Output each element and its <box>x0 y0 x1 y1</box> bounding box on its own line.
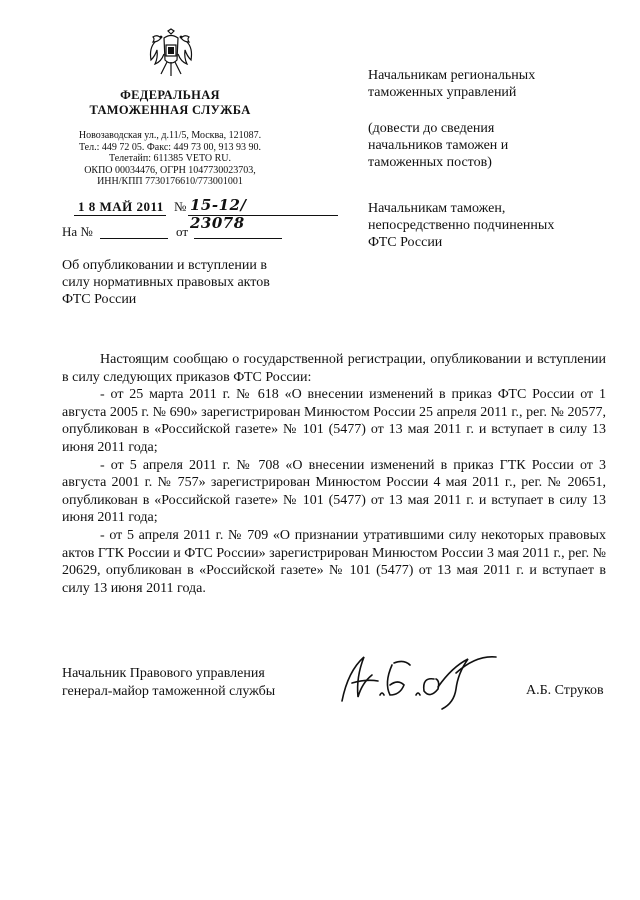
addressee-line: начальников таможен и <box>368 138 509 153</box>
organization-contacts <box>60 130 280 188</box>
reference-number-blank <box>100 238 168 239</box>
letter-body <box>62 351 606 597</box>
subject-line: Об опубликовании и вступлении в <box>62 258 267 273</box>
order-item: - от 5 апреля 2011 г. № 709 «О признании утратившими силу некоторых правовых актов ГТК России и ФТС России» зарегистрирован Минюстом России 3 мая 2011 г., рег. № 20629, опубликован в «Российской газете» № 101 (5477) от 13 мая 2011 г. и вступает в силу 13 июня 2011 года. <box>62 527 606 596</box>
registration-number: 15-12/ 23078 <box>190 196 247 232</box>
subject-line: ФТС России <box>62 292 137 308</box>
org-name-line: ФЕДЕРАЛЬНАЯ <box>120 88 220 102</box>
addressee-line: таможенных постов) <box>368 155 492 170</box>
letter-subject <box>62 257 302 309</box>
body-intro: Настоящим сообщаю о государственной регистрации, опубликовании и вступлении в силу следующих приказов ФТС России: <box>62 352 606 385</box>
addressee-block <box>368 67 618 101</box>
org-name-line: ТАМОЖЕННАЯ СЛУЖБА <box>89 103 251 117</box>
addressee-line: непосредственно подчиненных <box>368 218 555 233</box>
signatory-name: А.Б. Струков <box>526 683 604 698</box>
position-line: генерал-майор таможенной службы <box>62 683 276 699</box>
signatory-position <box>62 665 275 700</box>
reference-date-label: от <box>176 224 189 239</box>
addressee-line: Начальникам региональных <box>368 68 536 83</box>
order-item: - от 25 марта 2011 г. № 618 «О внесении изменений в приказ ФТС России от 1 августа 2005 г. № 690» зарегистрирован Минюстом России 25 апреля 2011 г., рег. № 20577, опубликован в «Российской газете» № 101 (5477) от 13 мая 2011 г. и вступает в силу 13 июня 2011 года; <box>62 387 606 455</box>
phone-line: Тел.: 449 72 05. Факс: 449 73 00, 913 93 90. <box>78 141 262 153</box>
coat-of-arms-icon <box>147 28 195 82</box>
position-line: Начальник Правового управления <box>62 666 265 681</box>
inn-line: ИНН/КПП 7730176610/773001001 <box>97 176 243 188</box>
number-label: № <box>174 199 187 214</box>
number-underline <box>188 215 338 216</box>
organization-name <box>60 88 280 118</box>
address-line: Новозаводская ул., д.11/5, Москва, 121087. <box>78 130 262 141</box>
date-underline <box>74 215 166 216</box>
addressee-line: (довести до сведения <box>368 121 495 136</box>
okpo-line: ОКПО 00034476, ОГРН 1047730023703, <box>84 164 256 176</box>
addressee-line: Начальникам таможен, <box>368 201 506 216</box>
addressee-block <box>368 200 618 251</box>
registration-date: 1 8 МАЙ 2011 <box>78 199 164 214</box>
reference-number-label: На № <box>62 224 93 239</box>
reference-row <box>62 224 302 242</box>
handwritten-signature <box>330 643 510 713</box>
teletype-line: Телетайп: 611385 VETO RU. <box>108 153 231 165</box>
addressee-note <box>368 120 618 171</box>
addressee-line: таможенных управлений <box>368 85 517 100</box>
order-item: - от 5 апреля 2011 г. № 708 «О внесении изменений в приказ ГТК России от 3 августа 2001 г. № 757» зарегистрирован Минюстом России 4 мая 2011 г., рег. № 20651, опубликован в «Российской газете» № 101 (5477) от 13 мая 2011 г. и вступает в силу 13 июня 2011 года; <box>62 457 606 526</box>
reference-date-blank <box>194 238 282 239</box>
addressee-line: ФТС России <box>368 235 443 250</box>
subject-line: силу нормативных правовых актов <box>62 275 270 291</box>
